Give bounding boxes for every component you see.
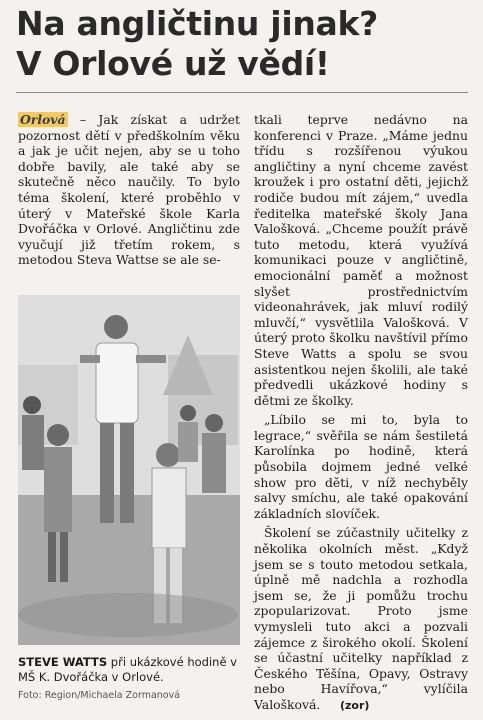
photo-illustration bbox=[18, 295, 240, 645]
headline bbox=[16, 4, 476, 84]
article-text-left: Jak získat a udržet pozornost dětí v předškolním věku a jak je učit nejen, aby se u toho dobře bavily, ale také aby se skutečně něco naučily. To bylo téma školení, které proběhlo v úterý v Mateřské škole Karla Dvořáčka v Orlové. Angličtinu zde vyučují již třetím rokem, s metodou Steva Wattse se ale se- bbox=[18, 112, 240, 268]
dateline-place: Orlová bbox=[20, 112, 66, 127]
article-photo bbox=[18, 295, 240, 645]
dateline-dash: – bbox=[67, 112, 99, 127]
headline-line-1: Na angličtinu jinak? bbox=[16, 4, 378, 43]
article-column-right bbox=[254, 112, 468, 714]
article-column-left bbox=[18, 112, 240, 268]
article-author: (zor) bbox=[339, 698, 370, 712]
photo-caption bbox=[18, 655, 240, 685]
article-paragraph-3-text: Školení se zúčastnily učitelky z několika okolních měst. „Když jsem se s touto metodou setkala, úplně mě nadchla a rozhodla jsem se, že ji pomůžu trochu zpopularizovat. Proto jsme vymysleli tuto akci a pozvali zájemce z širokého okolí. Školení se účastní učitelky například z Českého Těšína, Opavy, Ostravy nebo Havířova,“ vylíčila Valošková. bbox=[254, 525, 468, 712]
photo-credit: Foto: Region/Michaela Zormanová bbox=[18, 690, 181, 701]
article-paragraph-2: „Líbilo se mi to, byla to legrace,“ svěřila se nám šestiletá Karolínka po hodině, která působila dojmem jedné velké show pro děti, v níž nechyběly salvy smíchu, ale také opakování základních slovíček. bbox=[254, 412, 468, 521]
headline-rule bbox=[16, 92, 468, 93]
article-paragraph-3 bbox=[254, 525, 468, 713]
headline-line-2: V Orlové už vědí! bbox=[16, 44, 330, 83]
article-paragraph-1: tkali teprve nedávno na konferenci v Praze. „Máme jednu třídu s rozšířenou výukou angličtiny a nyní chceme zavést kroužek i pro ostatní děti, jejichž rodiče budou mít zájem,“ uvedla ředitelka mateřské školy Jana Valošková. „Chceme použít právě tuto metodu, která využívá komunikaci pouze v angličtině, emocionální paměť a možnost slyšet prostřednictvím videonahrávek, jak mluví rodilý mluvčí,“ vysvětlila Valošková. V úterý proto školku navštívil přímo Steve Watts a spolu se svou asistentkou nejen školili, ale také předvedli ukázkové hodiny s dětmi ze školky. bbox=[254, 112, 468, 408]
caption-name: STEVE WATTS bbox=[18, 655, 108, 669]
caption-text: při ukázkové hodině v MŠ K. Dvořáčka v Orlové. bbox=[18, 655, 237, 684]
